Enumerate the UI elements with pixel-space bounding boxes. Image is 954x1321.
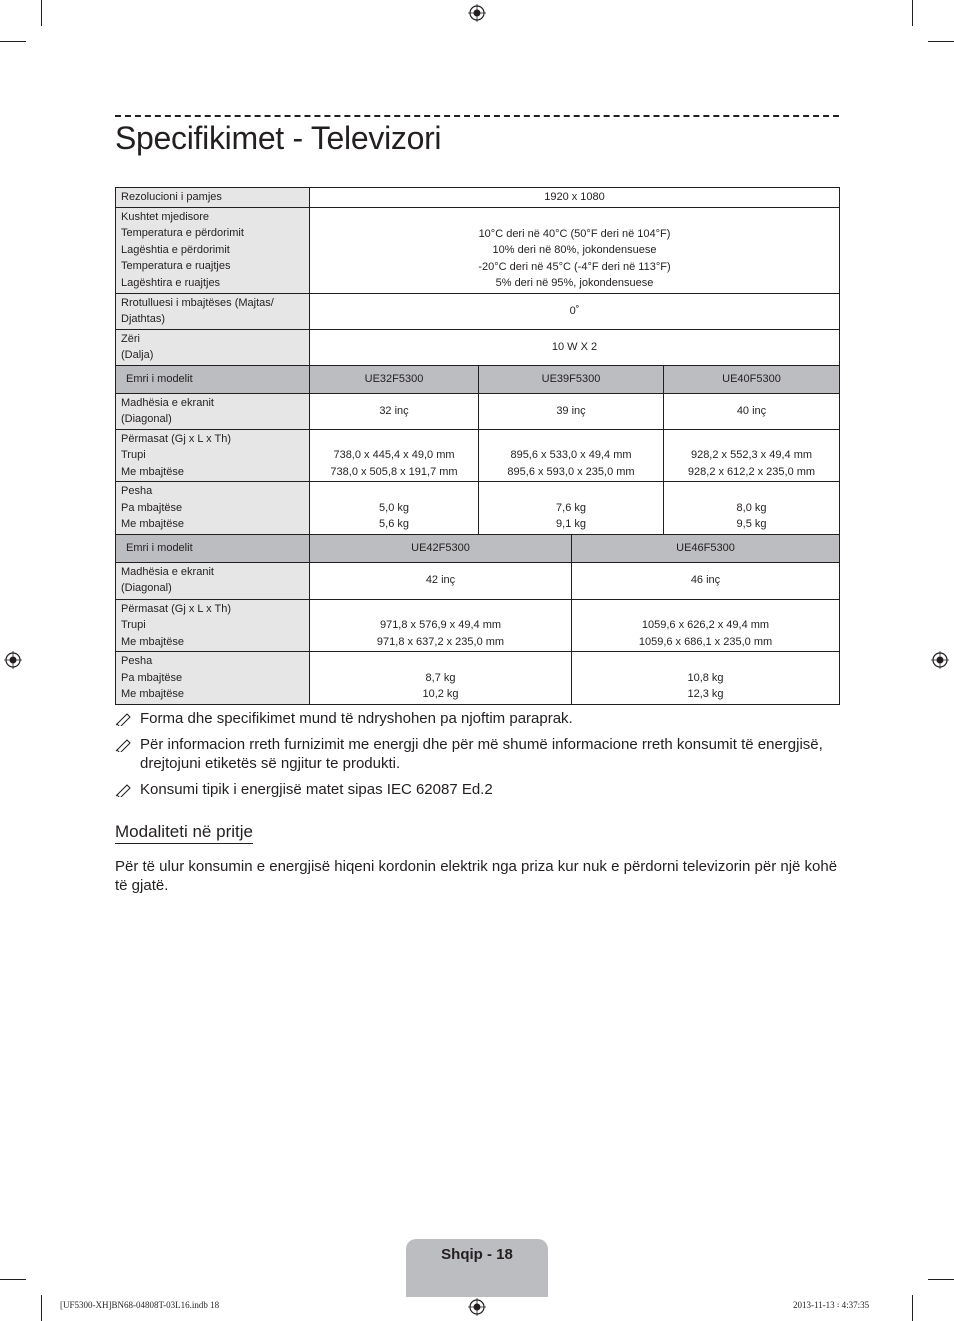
print-file-info: [UF5300-XH]BN68-04808T-03L16.indb 18 (60, 1300, 220, 1310)
value-dimensions: 928,2 x 552,3 x 49,4 mm 928,2 x 612,2 x 235,0 mm (664, 429, 840, 482)
value-weight: 8,0 kg 9,5 kg (664, 482, 840, 535)
label-swivel: Rrotulluesi i mbajtëses (Majtas/ Djathtas) (116, 293, 310, 329)
label-weight: Pesha Pa mbajtëse Me mbajtëse (116, 482, 310, 535)
label-dimensions: Përmasat (Gj x L x Th) Trupi Me mbajtëse (116, 429, 310, 482)
label-environment: Kushtet mjedisore Temperatura e përdorimit Lagështia e përdorimit Temperatura e ruajtjes Lagështira e ruajtjes (116, 207, 310, 293)
note-text: Konsumi tipik i energjisë matet sipas IEC 62087 Ed.2 (140, 781, 493, 798)
note-item (115, 709, 839, 728)
value-screen-size: 40 inç (664, 393, 840, 429)
spec-row-screen-size (116, 562, 840, 599)
pencil-note-icon (115, 738, 132, 752)
value-environment: 10°C deri në 40°C (50°F deri në 104°F) 10% deri në 80%, jokondensuese -20°C deri në 45°C (-4°F deri në 113°F) 5% deri në 95%, jokondensuese (310, 207, 840, 293)
spec-table (115, 187, 840, 705)
value-dimensions: 971,8 x 576,9 x 49,4 mm 971,8 x 637,2 x 235,0 mm (310, 599, 572, 652)
notes-list (115, 709, 839, 806)
model-name: UE46F5300 (572, 534, 840, 562)
value-weight: 7,6 kg 9,1 kg (479, 482, 664, 535)
value-screen-size: 32 inç (310, 393, 479, 429)
spec-row-dimensions (116, 599, 840, 652)
spec-row-dimensions (116, 429, 840, 482)
spec-row-weight (116, 482, 840, 535)
pencil-note-icon (115, 783, 132, 797)
spec-row-screen-size (116, 393, 840, 429)
value-dimensions: 1059,6 x 626,2 x 49,4 mm 1059,6 x 686,1 x 235,0 mm (572, 599, 840, 652)
note-item (115, 735, 839, 773)
spec-row-resolution (116, 188, 840, 208)
model-name: UE42F5300 (310, 534, 572, 562)
model-header-row-1 (116, 365, 840, 393)
value-weight: 5,0 kg 5,6 kg (310, 482, 479, 535)
value-screen-size: 42 inç (310, 562, 572, 599)
value-resolution: 1920 x 1080 (310, 188, 840, 208)
value-weight: 10,8 kg 12,3 kg (572, 652, 840, 705)
page-title: Specifikimet - Televizori (115, 120, 442, 156)
spec-row-sound (116, 329, 840, 365)
model-header-row-2 (116, 534, 840, 562)
spec-row-weight (116, 652, 840, 705)
model-name: UE40F5300 (664, 365, 840, 393)
value-dimensions: 738,0 x 445,4 x 49,0 mm 738,0 x 505,8 x 191,7 mm (310, 429, 479, 482)
value-dimensions: 895,6 x 533,0 x 49,4 mm 895,6 x 593,0 x 235,0 mm (479, 429, 664, 482)
label-model-name: Emri i modelit (116, 534, 310, 562)
label-screen-size: Madhësia e ekranit (Diagonal) (116, 393, 310, 429)
spec-row-environment (116, 207, 840, 293)
body-paragraph: Për të ulur konsumin e energjisë hiqeni kordonin elektrik nga priza kur nuk e përdorni televizorin për një kohë të gjatë. (115, 858, 838, 894)
model-name: UE32F5300 (310, 365, 479, 393)
note-text: Për informacion rreth furnizimit me energji dhe për më shumë informacione rreth konsumit të energjisë, drejtojuni etiketës së ngjitur te produkti. (140, 736, 823, 772)
value-swivel: 0˚ (310, 293, 840, 329)
value-weight: 8,7 kg 10,2 kg (310, 652, 572, 705)
print-timestamp: 2013-11-13 ꞉ 4:37:35 (793, 1300, 870, 1310)
model-name: UE39F5300 (479, 365, 664, 393)
label-model-name: Emri i modelit (116, 365, 310, 393)
page-number: Shqip - 18 (441, 1246, 513, 1263)
registration-mark-bottom-icon (468, 1298, 486, 1316)
registration-mark-top-icon (468, 4, 486, 22)
label-resolution: Rezolucioni i pamjes (116, 188, 310, 208)
label-sound: Zëri (Dalja) (116, 329, 310, 365)
header-dashed-rule (115, 115, 839, 117)
label-weight: Pesha Pa mbajtëse Me mbajtëse (116, 652, 310, 705)
value-sound: 10 W X 2 (310, 329, 840, 365)
pencil-note-icon (115, 712, 132, 726)
value-screen-size: 46 inç (572, 562, 840, 599)
note-item (115, 780, 839, 799)
registration-mark-right-icon (931, 651, 949, 669)
registration-mark-left-icon (4, 651, 22, 669)
label-dimensions: Përmasat (Gj x L x Th) Trupi Me mbajtëse (116, 599, 310, 652)
spec-row-swivel (116, 293, 840, 329)
value-screen-size: 39 inç (479, 393, 664, 429)
label-screen-size: Madhësia e ekranit (Diagonal) (116, 562, 310, 599)
note-text: Forma dhe specifikimet mund të ndryshohen pa njoftim paraprak. (140, 710, 573, 727)
section-title: Modaliteti në pritje (115, 822, 253, 844)
